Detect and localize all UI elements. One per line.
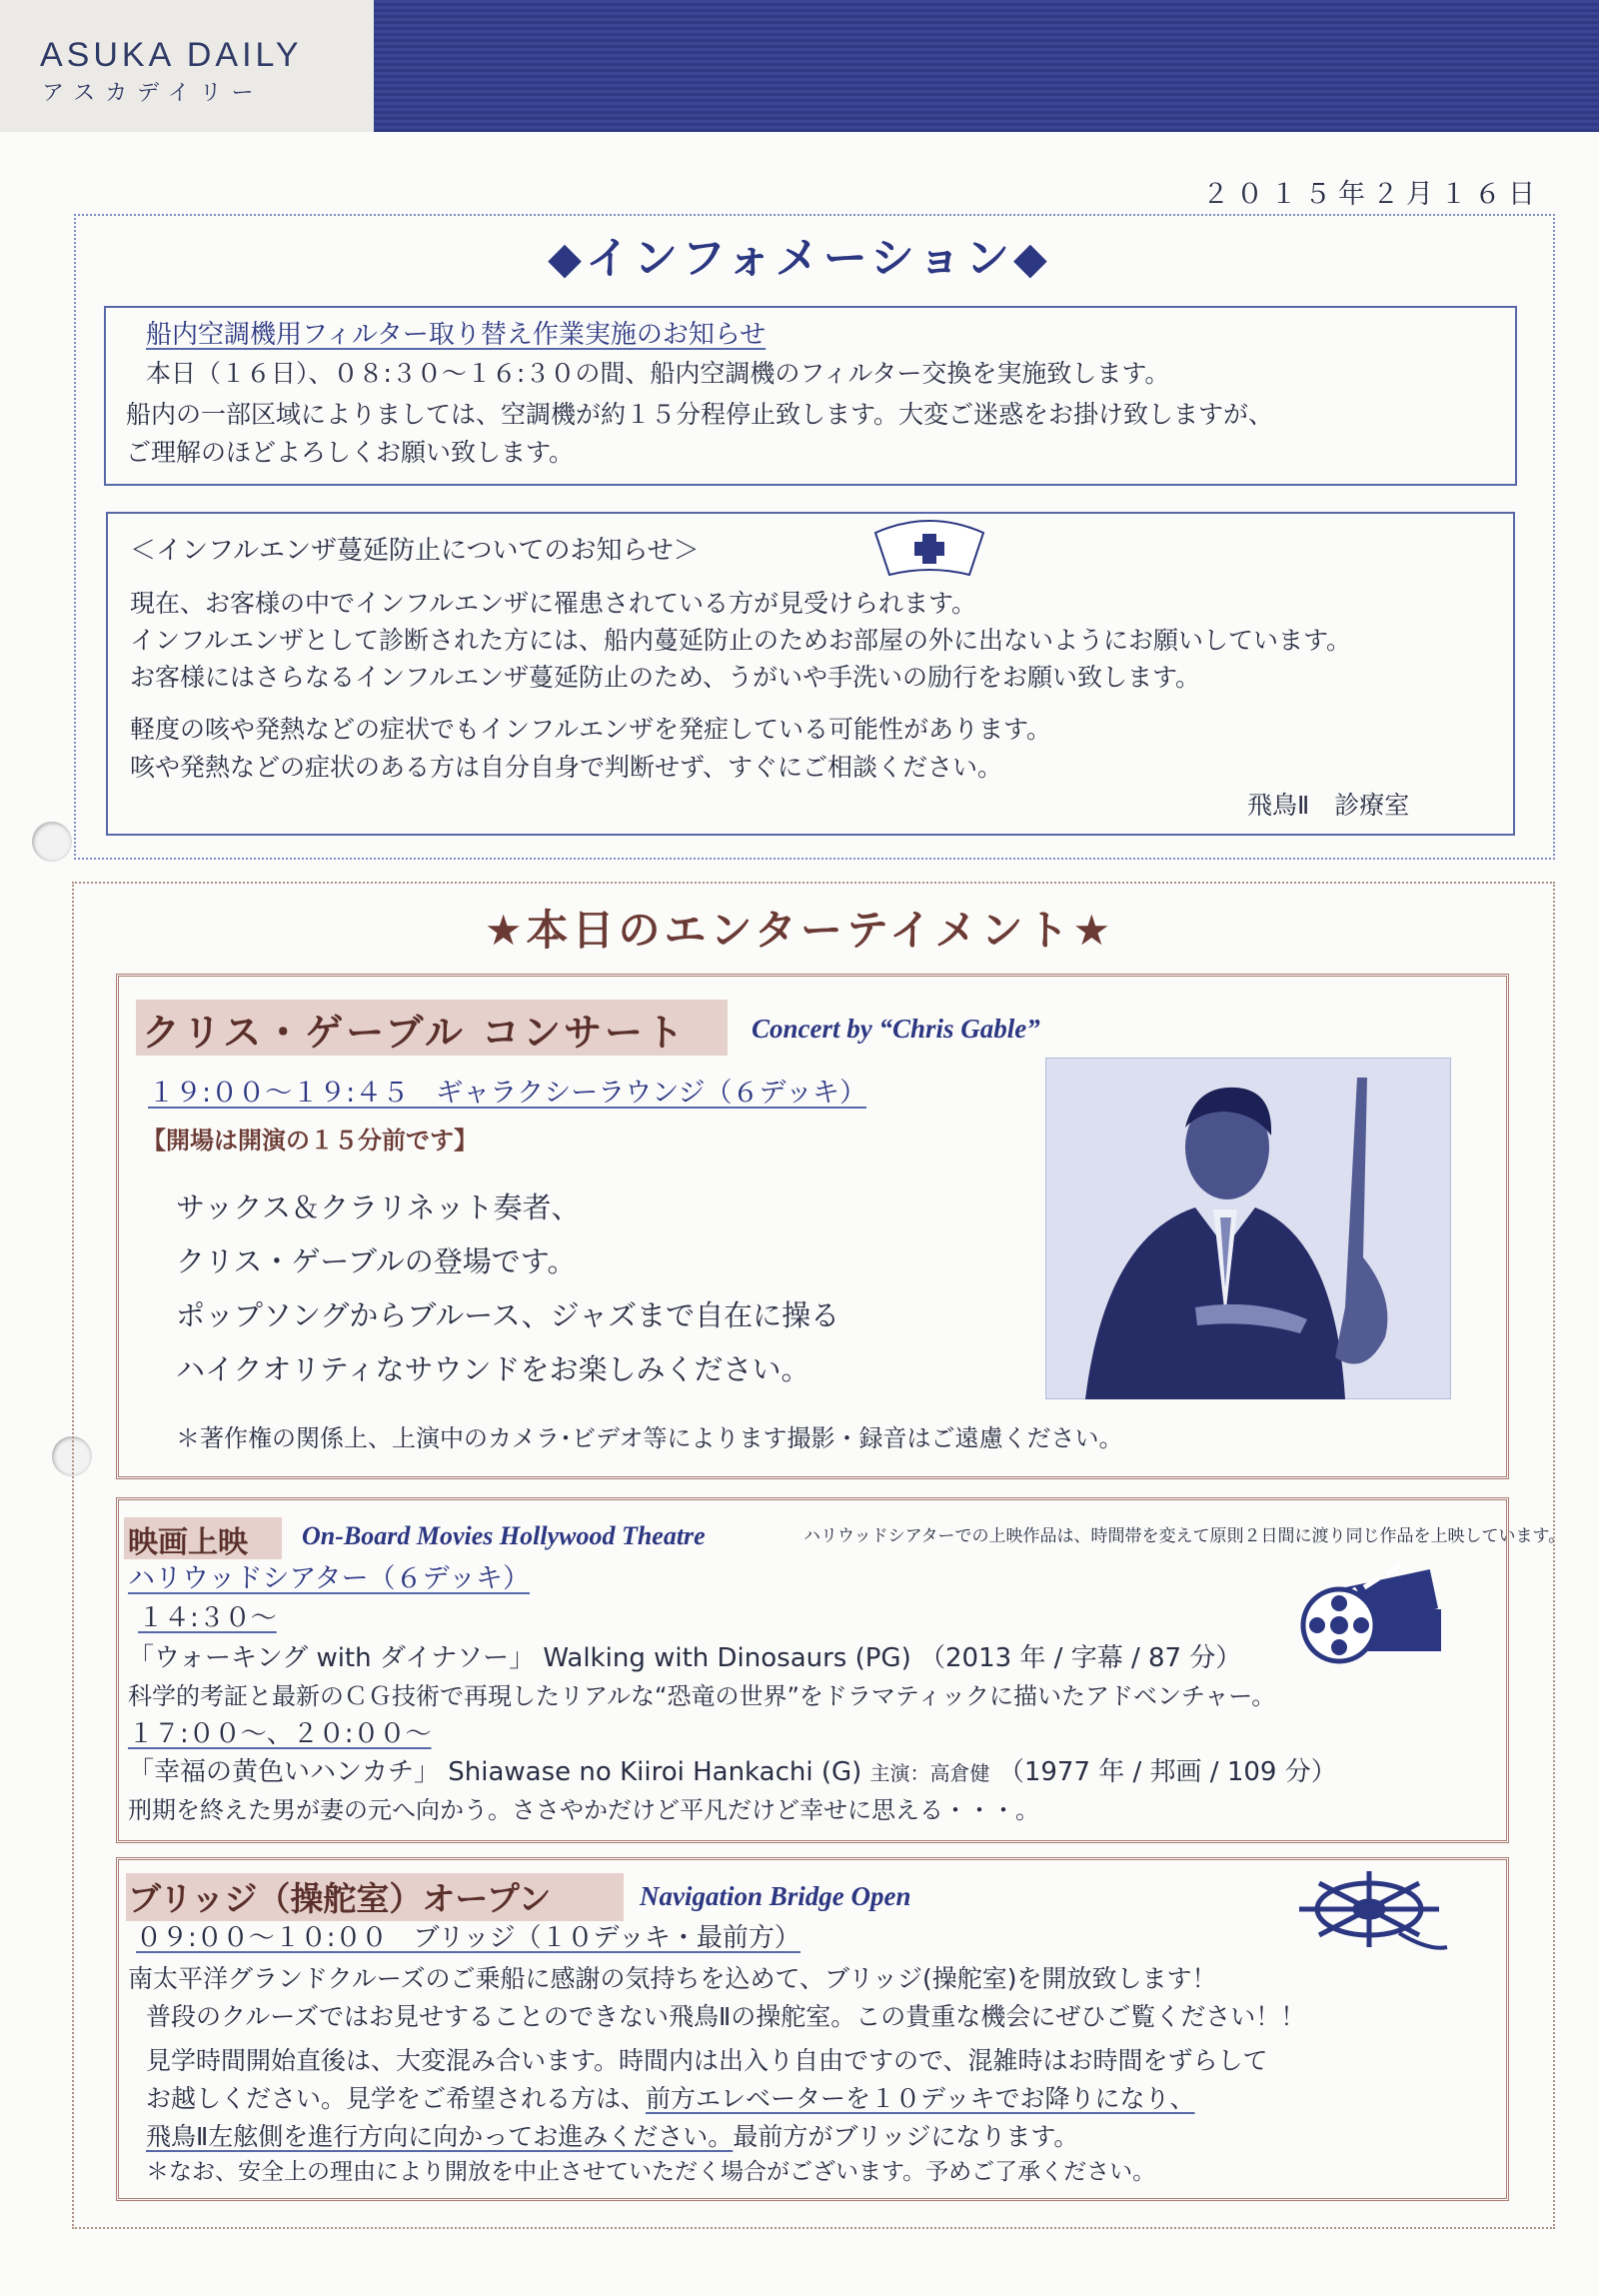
bridge-directions-underlined: 前方エレベーターを１０デッキでお降りになり、	[646, 2084, 1195, 2113]
header-stripe-band	[374, 0, 1599, 132]
movie2-time: １７:００～、２０:００～	[128, 1719, 432, 1749]
bridge-desc-line: 南太平洋グランドクルーズのご乗船に感謝の気持ちを込めて、ブリッジ(操舵室)を開放致します！	[128, 1964, 1217, 1993]
movie1-meta: （2013 年 / 字幕 / 87 分）	[918, 1643, 1242, 1673]
performer-photo	[1045, 1058, 1451, 1399]
movie1-title	[128, 1641, 1241, 1676]
bridge-desc-line: 普段のクルーズではお見せすることのできない飛鳥Ⅱの操舵室。この貴重な機会にぜひご覧ください！！	[146, 2002, 1306, 2031]
movie2-description: 刑期を終えた男が妻の元へ向かう。ささやかだけど平凡だけど幸せに思える・・・。	[128, 1796, 1039, 1824]
concert-doors-note: 【開場は開演の１５分前です】	[142, 1127, 478, 1154]
influenza-notice-line: お客様にはさらなるインフルエンザ蔓延防止のため、うがいや手洗いの励行をお願い致します。	[130, 663, 1201, 692]
binder-hole	[32, 822, 72, 862]
bridge-title-en: Navigation Bridge Open	[640, 1881, 911, 1911]
movie1-time: １４:３０～	[138, 1603, 277, 1633]
influenza-notice-heading: ＜インフルエンザ蔓延防止についてのお知らせ＞	[130, 536, 700, 566]
bridge-safety-note: ＊なお、安全上の理由により開放を中止させていただく場合がございます。予めご了承ください。	[146, 2159, 1156, 2185]
ship-wheel-icon	[1289, 1863, 1449, 1959]
concert-desc-line: クリス・ゲーブルの登場です。	[176, 1244, 577, 1278]
information-title: ◆インフォメーション◆	[548, 233, 1051, 284]
bridge-desc-line: 見学時間開始直後は、大変混み合います。時間内は出入り自由ですので、混雑時はお時間をずらして	[146, 2046, 1268, 2075]
film-reel-clapper-icon	[1295, 1559, 1445, 1667]
bridge-desc-line	[146, 2119, 1078, 2154]
movie1-title-en: Walking with Dinosaurs (PG)	[543, 1643, 911, 1673]
clinic-signature: 飛鳥Ⅱ 診療室	[1247, 791, 1410, 820]
brand-name-en: ASUKA DAILY	[40, 36, 303, 74]
bridge-line5-text: 最前方がブリッジになります。	[733, 2122, 1079, 2151]
aircon-notice-line: 船内の一部区域によりましては、空調機が約１５分程停止致します。大変ご迷惑をお掛け致しますが、	[126, 400, 1274, 429]
movie2-meta: （1977 年 / 邦画 / 109 分）	[997, 1757, 1337, 1787]
movie1-description: 科学的考証と最新のＣＧ技術で再現したリアルな“恐竜の世界”をドラマティックに描いたアドベンチャー。	[128, 1682, 1276, 1710]
entertainment-title: ★本日のエンターテイメント★	[484, 906, 1115, 955]
aircon-notice-line: ご理解のほどよろしくお願い致します。	[126, 438, 575, 467]
bridge-desc-line	[146, 2081, 1195, 2116]
influenza-notice-line: インフルエンザとして診断された方には、船内蔓延防止のためお部屋の外に出ないようにお願いしています。	[130, 626, 1352, 655]
concert-copyright-note: ＊著作権の関係上、上演中のカメラ･ビデオ等によります撮影・録音はご遠慮ください。	[176, 1424, 1123, 1452]
concert-time-place: １９:００～１９:４５ ギャラクシーラウンジ（６デッキ）	[148, 1078, 866, 1109]
aircon-notice-heading: 船内空調機用フィルター取り替え作業実施のお知らせ	[146, 320, 767, 350]
movie2-title	[128, 1755, 1337, 1791]
influenza-notice-line: 咳や発熱などの症状のある方は自分自身で判断せず、すぐにご相談ください。	[130, 753, 1003, 782]
aircon-notice-line: 本日（１６日）、０８:３０～１６:３０の間、船内空調機のフィルター交換を実施致します。	[146, 359, 1170, 388]
nurse-cap-icon	[869, 515, 989, 581]
concert-desc-line: ハイクオリティなサウンドをお楽しみください。	[176, 1352, 810, 1386]
movies-venue: ハリウッドシアター（６デッキ）	[128, 1563, 531, 1594]
influenza-notice-line: 軽度の咳や発熱などの症状でもインフルエンザを発症している可能性があります。	[130, 715, 1052, 744]
concert-title-en: Concert by “Chris Gable”	[752, 1014, 1040, 1044]
movies-title-en: On-Board Movies Hollywood Theatre	[302, 1521, 706, 1550]
movie2-title-jp: 「幸福の黄色いハンカチ」	[128, 1757, 441, 1787]
movie2-title-en: Shiawase no Kiiroi Hankachi (G)	[448, 1757, 862, 1787]
movies-side-note: ハリウッドシアターでの上映作品は、時間帯を変えて原則２日間に渡り同じ作品を上映しています。	[803, 1526, 1566, 1546]
bridge-title: ブリッジ（操舵室）オープン	[128, 1879, 552, 1918]
concert-title: クリス・ゲーブル コンサート	[142, 1011, 688, 1055]
concert-desc-line: サックス＆クラリネット奏者、	[176, 1190, 581, 1224]
brand-name-jp: アスカデイリー	[42, 81, 264, 106]
movie2-cast: 主演：高倉健	[869, 1761, 990, 1785]
influenza-notice-line: 現在、お客様の中でインフルエンザに罹患されている方が見受けられます。	[130, 589, 977, 618]
bridge-line4-text: お越しください。見学をご希望される方は、	[146, 2084, 647, 2113]
bridge-time-place: ０９:００～１０:００ ブリッジ（１０デッキ・最前方）	[136, 1923, 800, 1953]
movies-title: 映画上映	[128, 1525, 248, 1560]
movie1-title-jp: 「ウォーキング with ダイナソー」	[128, 1643, 536, 1673]
issue-date: ２０１５年２月１６日	[1202, 179, 1542, 210]
concert-desc-line: ポップソングからブルース、ジャズまで自在に操る	[176, 1298, 840, 1332]
bridge-directions-underlined: 飛鳥Ⅱ左舷側を進行方向に向かってお進みください。	[146, 2122, 734, 2151]
